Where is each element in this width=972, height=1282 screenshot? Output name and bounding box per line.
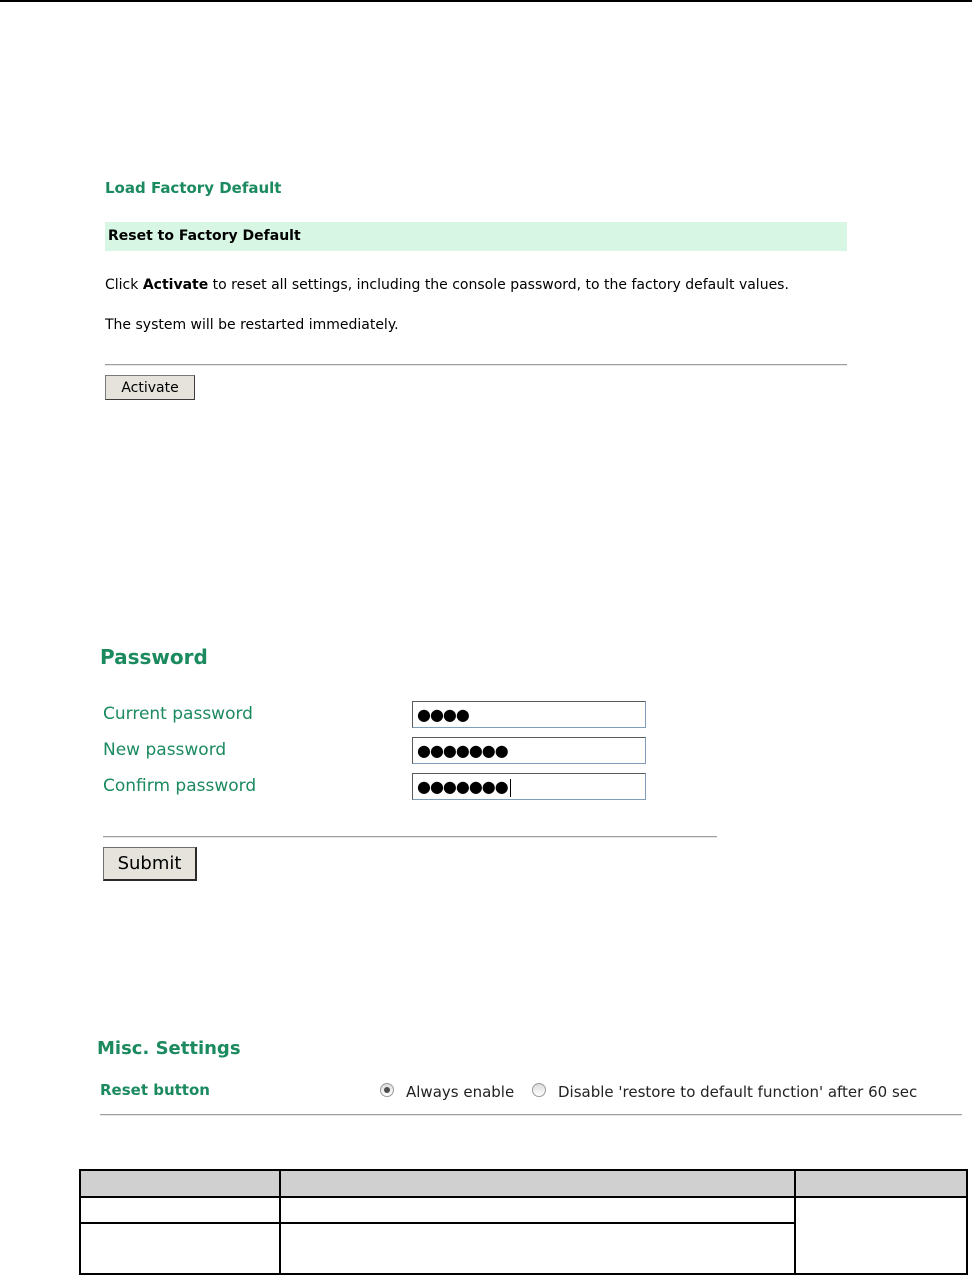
always-enable-label[interactable]: Always enable	[406, 1083, 515, 1101]
confirm-password-value-wrap	[417, 777, 511, 797]
password-divider	[103, 836, 717, 838]
reset-description-bold: Activate	[142, 277, 209, 293]
reset-description	[105, 277, 789, 293]
top-rule	[0, 0, 972, 2]
new-password-label: New password	[103, 740, 227, 760]
table-cell	[80, 1197, 280, 1223]
disable-restore-radio[interactable]	[532, 1083, 546, 1097]
current-password-field[interactable]	[412, 701, 646, 728]
new-password-field[interactable]	[412, 737, 646, 764]
always-enable-radio[interactable]	[380, 1083, 394, 1097]
document-table	[79, 1169, 968, 1275]
reset-button-label: Reset button	[100, 1081, 210, 1099]
table-header-row	[80, 1170, 967, 1197]
confirm-password-value: ●●●●●●●	[417, 777, 508, 796]
misc-divider	[100, 1114, 962, 1116]
table-header-cell	[795, 1170, 967, 1197]
table-cell	[795, 1197, 967, 1274]
reset-description-suffix: to reset all settings, including the console password, to the factory default values.	[208, 277, 789, 293]
reset-section-header-label: Reset to Factory Default	[108, 228, 301, 244]
current-password-value: ●●●●	[417, 705, 469, 724]
table-row	[80, 1197, 967, 1223]
reset-section-header	[105, 222, 847, 251]
submit-button[interactable]: Submit	[103, 847, 197, 881]
text-cursor	[510, 779, 511, 797]
table-cell	[80, 1223, 280, 1274]
new-password-value: ●●●●●●●	[417, 741, 508, 760]
confirm-password-field[interactable]	[412, 773, 646, 800]
confirm-password-label: Confirm password	[103, 776, 257, 796]
disable-restore-label[interactable]: Disable 'restore to default function' after 60 sec	[558, 1083, 918, 1101]
restart-note: The system will be restarted immediately.	[105, 317, 399, 333]
load-factory-default-title: Load Factory Default	[105, 179, 282, 197]
reset-description-prefix: Click	[105, 277, 143, 293]
table-cell	[280, 1223, 795, 1274]
misc-settings-title: Misc. Settings	[97, 1038, 241, 1059]
activate-button[interactable]: Activate	[105, 375, 195, 400]
table-header-cell	[280, 1170, 795, 1197]
password-title: Password	[100, 645, 208, 669]
current-password-label: Current password	[103, 704, 253, 724]
reset-divider	[105, 364, 847, 366]
table-cell	[280, 1197, 795, 1223]
table-header-cell	[80, 1170, 280, 1197]
